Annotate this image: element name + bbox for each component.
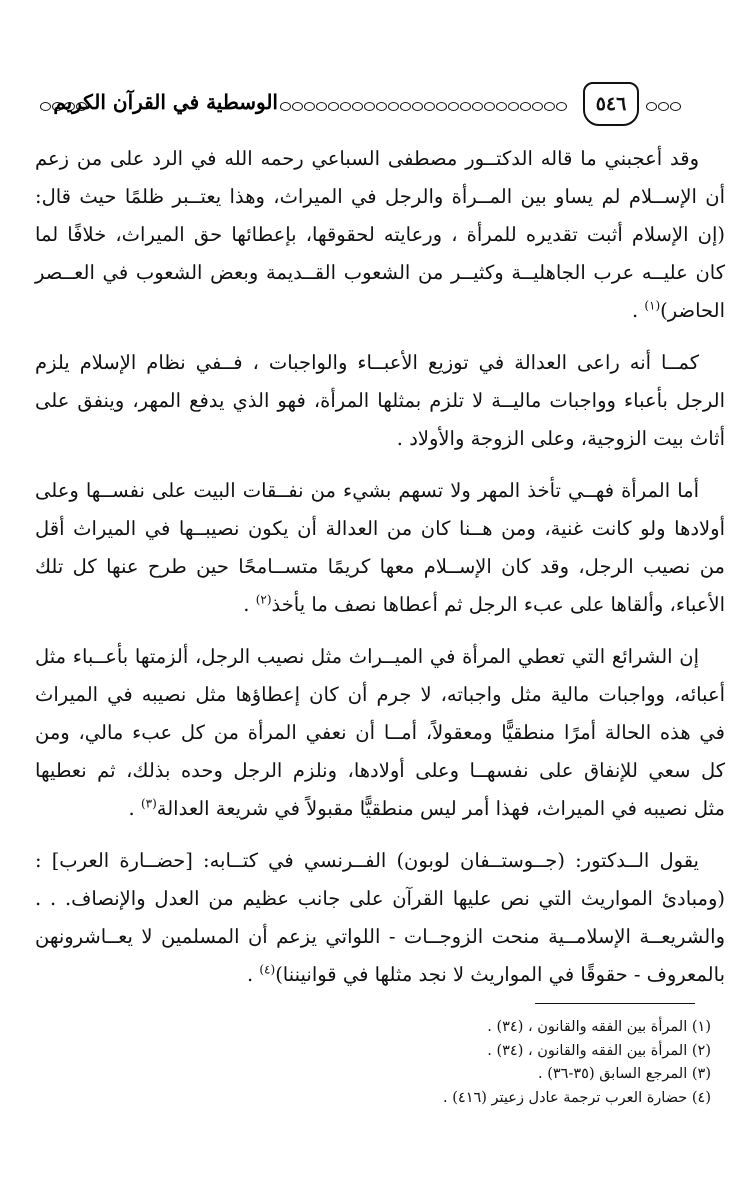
paragraph	[35, 140, 725, 330]
line-tail: .	[631, 299, 645, 322]
main-text	[35, 140, 725, 994]
text-line	[35, 956, 725, 994]
book-title: الوسطية في القرآن الكريم	[53, 90, 278, 114]
text-line: إن الشرائع التي تعطي المرأة في الميــراث مثل نصيب الرجل، ألزمتها بأعــباء مثل	[35, 645, 699, 668]
footnote-3: (٣) المرجع السابق (٣٥-٣٦) .	[537, 1066, 711, 1082]
text-line: كان عليــه عرب الجاهليــة وكثيــر من الشعوب القــديمة وبعض الشعوب في العــصر	[35, 261, 725, 284]
paragraph	[35, 638, 725, 828]
footnote-marker[interactable]: (٤)	[259, 962, 276, 977]
line-text: أثاث بيت الزوجية، وعلى الزوجة والأولاد .	[396, 427, 725, 450]
footnote-1: (١) المرأة بين الفقه والقانون ، (٣٤) .	[487, 1019, 711, 1035]
text-line: وقد أعجبني ما قاله الدكتــور مصطفى السباعي رحمه الله في الرد على من زعم	[35, 147, 699, 170]
line-tail: .	[128, 797, 141, 820]
text-line: كل سعي للإنفاق على نفسهــا وعلى أولادها، ونلزم الرجل وحده بذلك، ثم نعطيها	[35, 759, 725, 782]
line-text: الأعباء، وألقاها على عبء الرجل ثم أعطاها نصف ما يأخذ	[271, 593, 725, 616]
footnotes	[51, 1016, 711, 1110]
text-line	[35, 420, 725, 458]
footnote-2: (٢) المرأة بين الفقه والقانون ، (٣٤) .	[487, 1042, 711, 1059]
text-line: أولادها ولو كانت غنية، ومن هــنا كان من العدالة أن يكون نصيبــها في الميراث أقل	[35, 517, 725, 540]
header-ornament-middle	[280, 100, 580, 112]
footnote-4: (٤) حضارة العرب ترجمة عادل زعيتر (٤١٦) .	[443, 1089, 711, 1106]
text-line: أعبائه، وواجبات مالية مثل واجباته، لا جرم أن كان إعطاؤها مثل نصيبه في الميراث	[35, 683, 725, 706]
text-line	[35, 292, 725, 330]
paragraph	[35, 344, 725, 458]
text-line: الرجل بأعباء وواجبات ماليــة لا تلزم بمثلها المرأة، فهو الذي يدفع المهر، وينفق على	[35, 389, 725, 412]
text-line: كمــا أنه راعى العدالة في توزيع الأعبــاء والواجبات ، فــفي نظام الإسلام يلزم	[35, 351, 699, 374]
line-tail: .	[246, 963, 260, 986]
line-tail: .	[243, 593, 256, 616]
text-line	[35, 586, 725, 624]
line-text: مثل نصيبه في الميراث، فهذا أمر ليس منطقيًّا مقبولاً في شريعة العدالة	[156, 797, 725, 820]
line-text: الحاضر)	[660, 299, 725, 322]
footnote-marker[interactable]: (١)	[644, 298, 661, 313]
text-line: (ومبادئ المواريث التي نص عليها القرآن على جانب عظيم من العدل والإنصاف. . .	[35, 887, 725, 910]
text-line: أما المرأة فهــي تأخذ المهر ولا تسهم بشيء من نفــقات البيت على نفســها وعلى	[35, 479, 699, 502]
line-text: بالمعروف - حقوقًا في المواريث لا نجد مثلها في قوانيننا)	[275, 963, 725, 986]
footnote-marker[interactable]: (٣)	[140, 796, 157, 811]
header-ornament-right	[646, 100, 686, 112]
page-number: ٥٤٦	[583, 82, 639, 126]
text-line: من نصيب الرجل، وقد كان الإســلام معها كريمًا متســامحًا حين طرح عنها كل تلك	[35, 555, 725, 578]
paragraph	[35, 472, 725, 624]
text-line: والشريعــة الإسلامــية منحت الزوجــات - اللواتي يزعم أن المسلمين لا يعــاشرونهن	[35, 925, 725, 948]
text-line: (إن الإسلام أثبت تقديره للمرأة ، ورعايته لحقوقها، بإعطائها حق الميراث، خلافًا لما	[35, 223, 725, 246]
running-header	[30, 82, 720, 132]
text-line: يقول الــدكتور: (جــوستــفان لوبون) الفــرنسي في كتــابه: [حضــارة العرب] :	[35, 849, 699, 872]
text-line	[35, 790, 725, 828]
text-line: في هذه الحالة أمرًا منطقيًّا ومعقولاً، أمــا أن نعفي المرأة من كل عبء مالي، ومن	[35, 721, 725, 744]
text-line: أن الإســلام لم يساو بين المــرأة والرجل في الميراث، وهذا يعتــبر ظلمًا حيث قال:	[35, 185, 725, 208]
footnote-marker[interactable]: (٢)	[255, 592, 272, 607]
paragraph	[35, 842, 725, 994]
footnote-divider	[535, 1003, 695, 1004]
